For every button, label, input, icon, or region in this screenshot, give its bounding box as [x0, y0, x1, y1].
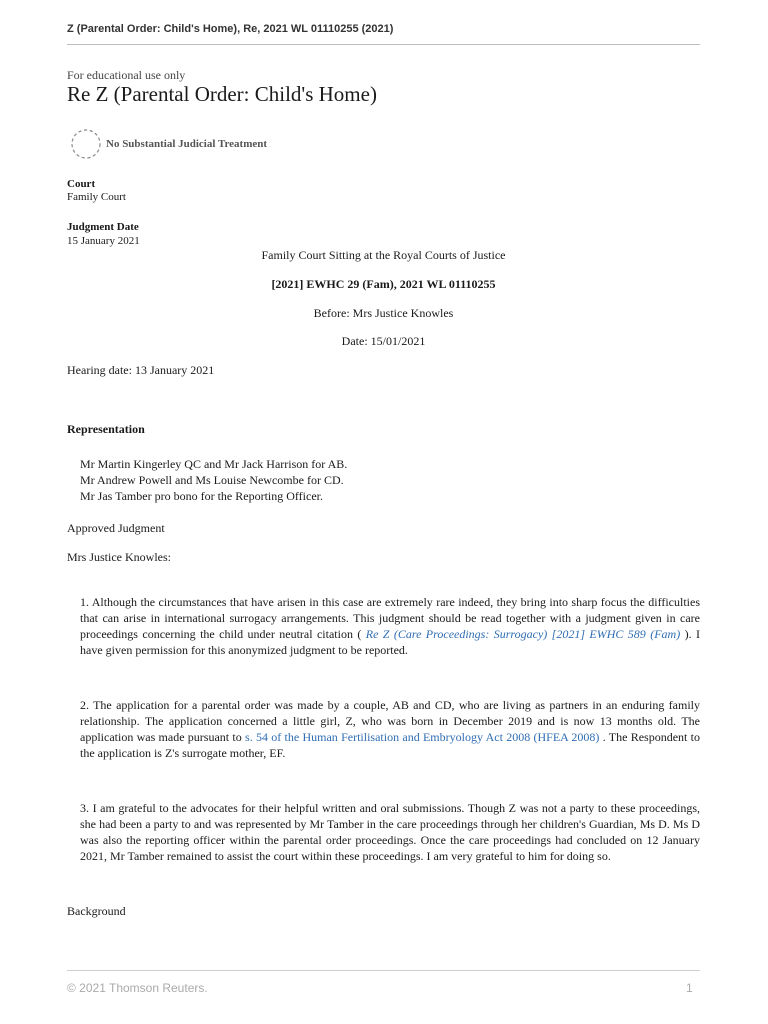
paragraph-1-text-end: ). I have given permission for this anonymized judgment to be reported. [80, 627, 700, 657]
document-title: Re Z (Parental Order: Child's Home) [67, 82, 377, 106]
treatment-label: No Substantial Judicial Treatment [106, 138, 268, 150]
footer-divider [67, 970, 700, 971]
treatment-status [70, 128, 267, 160]
court-value: Family Court [67, 191, 126, 203]
educational-use-note: For educational use only [67, 68, 186, 82]
judgment-date-value: 15 January 2021 [67, 235, 140, 247]
section-heading-background: Background [67, 904, 126, 918]
paragraph-2 [80, 697, 700, 761]
approved-judgment: Approved Judgment [67, 521, 165, 535]
court-label: Court [67, 178, 96, 190]
representation-line: Mr Andrew Powell and Ms Louise Newcombe for CD. [80, 473, 344, 487]
court-sitting: Family Court Sitting at the Royal Courts of Justice [261, 248, 506, 262]
paragraph-2-text: 2. The application for a parental order was made by a couple, AB and CD, who are living as partners in an enduring family relationship. The application concerned a little girl, Z, who was born in December 2019 and is now 13 months old. The application was made pursuant to [80, 698, 700, 744]
neutral-citation: [2021] EWHC 29 (Fam), 2021 WL 01110255 [271, 277, 496, 291]
before-judge: Before: Mrs Justice Knowles [313, 306, 454, 320]
paragraph-2-text-end: . The Respondent to the application is Z's surrogate mother, EF. [80, 730, 700, 760]
hearing-date: Hearing date: 13 January 2021 [67, 363, 215, 377]
running-header-title: Z (Parental Order: Child's Home), Re, 2021 WL 01110255 (2021) [67, 23, 394, 35]
representation-heading: Representation [67, 422, 145, 436]
dashed-circle-icon [70, 128, 102, 160]
paragraph-1 [80, 594, 700, 658]
judge-name: Mrs Justice Knowles: [67, 550, 171, 564]
representation-line: Mr Jas Tamber pro bono for the Reporting Officer. [80, 489, 323, 503]
footer-copyright: © 2021 Thomson Reuters. [67, 981, 208, 995]
paragraph-3: 3. I am grateful to the advocates for their helpful written and oral submissions. Though Z was not a party to these proceedings, she had been a party to and was represented by Mr Tamber in the care proceedings through her children's Guardian, Ms D. Ms D was also the reporting officer within the parental order proceedings. Once the care proceedings had concluded on 12 January 2021, Mr Tamber remained to assist the court within these proceedings. I am very grateful to him for doing so. [80, 801, 700, 863]
statute-reference-link[interactable]: s. 54 of the Human Fertilisation and Embryology Act 2008 (HFEA 2008) [245, 730, 600, 744]
page-number: 1 [686, 981, 693, 995]
header-divider [67, 44, 700, 45]
representation-list [80, 456, 347, 504]
case-reference-link[interactable]: Re Z (Care Proceedings: Surrogacy) [2021] EWHC 589 (Fam) [361, 627, 685, 641]
paragraph-1-text: 1. Although the circumstances that have arisen in this case are extremely rare indeed, they bring into sharp focus the difficulties that can arise in international surrogacy arrangements. This judgment should be read together with a judgment given in care proceedings concerning the child under neutral citation ( [80, 595, 700, 641]
judgment-date-line: Date: 15/01/2021 [341, 334, 426, 348]
representation-line: Mr Martin Kingerley QC and Mr Jack Harrison for AB. [80, 457, 348, 471]
judgment-date-label: Judgment Date [67, 221, 139, 233]
